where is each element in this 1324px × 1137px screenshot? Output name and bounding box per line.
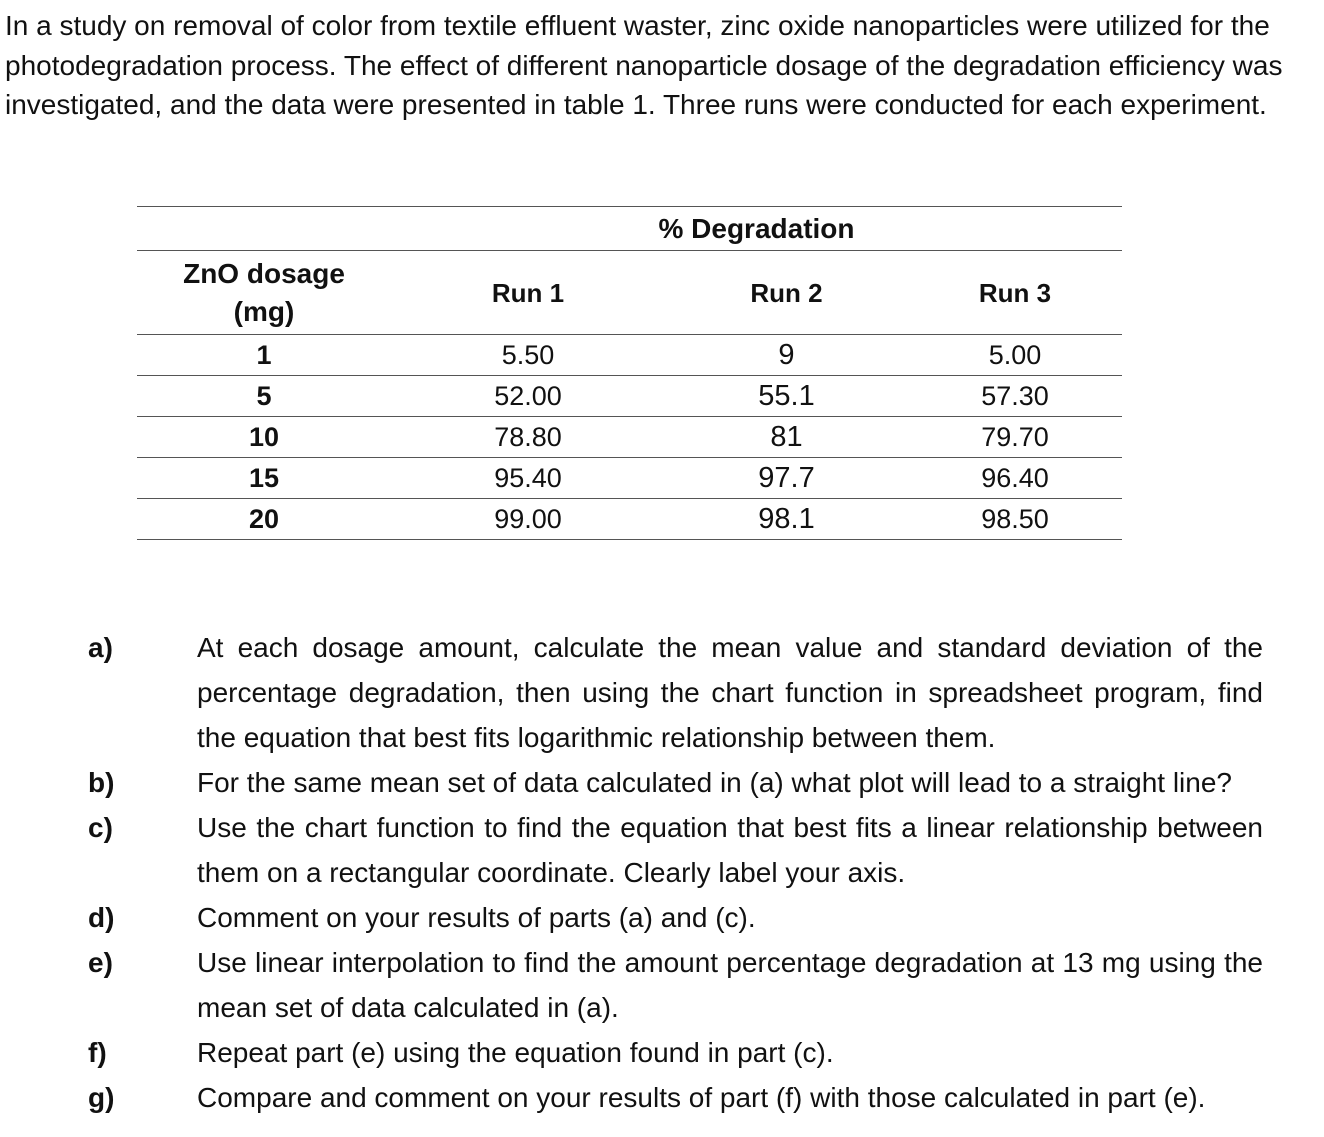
dosage-column-header <box>137 251 391 335</box>
question-text: Repeat part (e) using the equation found in part (c). <box>197 1037 834 1068</box>
run1-cell: 5.50 <box>391 335 665 376</box>
run1-cell: 99.00 <box>391 499 665 540</box>
run1-cell: 95.40 <box>391 458 665 499</box>
run3-column-header: Run 3 <box>908 251 1122 335</box>
degradation-table <box>137 206 1122 540</box>
table-row <box>137 335 1122 376</box>
degradation-group-header: % Degradation <box>391 207 1122 251</box>
question-text: At each dosage amount, calculate the mean value and standard deviation of the percentage degradation, then using the chart function in spreadsheet program, find the equation that best fits logarithmic relationship between them. <box>197 632 1263 753</box>
dosage-cell: 20 <box>137 499 391 540</box>
run3-cell: 5.00 <box>908 335 1122 376</box>
problem-intro: In a study on removal of color from textile effluent waster, zinc oxide nanoparticles were utilized for the photodegradation process. The effect of different nanoparticle dosage of the degradation efficiency was investigated, and the data were presented in table 1. Three runs were conducted for each experiment. <box>5 10 1283 120</box>
dosage-cell: 15 <box>137 458 391 499</box>
run1-cell: 78.80 <box>391 417 665 458</box>
table-row <box>137 417 1122 458</box>
question-text: Comment on your results of parts (a) and (c). <box>197 902 756 933</box>
question-label: b) <box>88 767 115 798</box>
question-f <box>0 1030 1324 1075</box>
question-label: c) <box>88 812 113 843</box>
question-text: Use linear interpolation to find the amount percentage degradation at 13 mg using the mean set of data calculated in (a). <box>197 947 1263 1023</box>
question-label: d) <box>88 902 115 933</box>
run2-cell: 81 <box>665 417 908 458</box>
question-g <box>0 1075 1324 1120</box>
dosage-cell: 10 <box>137 417 391 458</box>
run3-cell: 57.30 <box>908 376 1122 417</box>
dosage-cell: 1 <box>137 335 391 376</box>
table-group-header-row <box>137 207 1122 251</box>
question-a <box>0 625 1324 760</box>
run2-cell: 97.7 <box>665 458 908 499</box>
table-corner-cell <box>137 207 391 251</box>
run1-column-header: Run 1 <box>391 251 665 335</box>
question-text: Use the chart function to find the equation that best fits a linear relationship between them on a rectangular coordinate. Clearly label your axis. <box>197 812 1263 888</box>
question-label: f) <box>88 1037 107 1068</box>
question-label: g) <box>88 1082 115 1113</box>
run1-cell: 52.00 <box>391 376 665 417</box>
question-label: e) <box>88 947 113 978</box>
table-row <box>137 376 1122 417</box>
question-text: For the same mean set of data calculated in (a) what plot will lead to a straight line? <box>197 767 1232 798</box>
question-d <box>0 895 1324 940</box>
question-e <box>0 940 1324 1030</box>
table-column-header-row <box>137 251 1122 335</box>
question-label: a) <box>88 632 113 663</box>
run2-cell: 98.1 <box>665 499 908 540</box>
dosage-header-text: ZnO dosage (mg) <box>183 257 345 327</box>
question-text: Compare and comment on your results of part (f) with those calculated in part (e). <box>197 1082 1206 1113</box>
run2-cell: 55.1 <box>665 376 908 417</box>
dosage-cell: 5 <box>137 376 391 417</box>
run3-cell: 98.50 <box>908 499 1122 540</box>
question-list <box>0 625 1324 1120</box>
run3-cell: 96.40 <box>908 458 1122 499</box>
question-c <box>0 805 1324 895</box>
run3-cell: 79.70 <box>908 417 1122 458</box>
run2-cell: 9 <box>665 335 908 376</box>
table-row <box>137 458 1122 499</box>
table-row <box>137 499 1122 540</box>
question-b <box>0 760 1324 805</box>
run2-column-header: Run 2 <box>665 251 908 335</box>
